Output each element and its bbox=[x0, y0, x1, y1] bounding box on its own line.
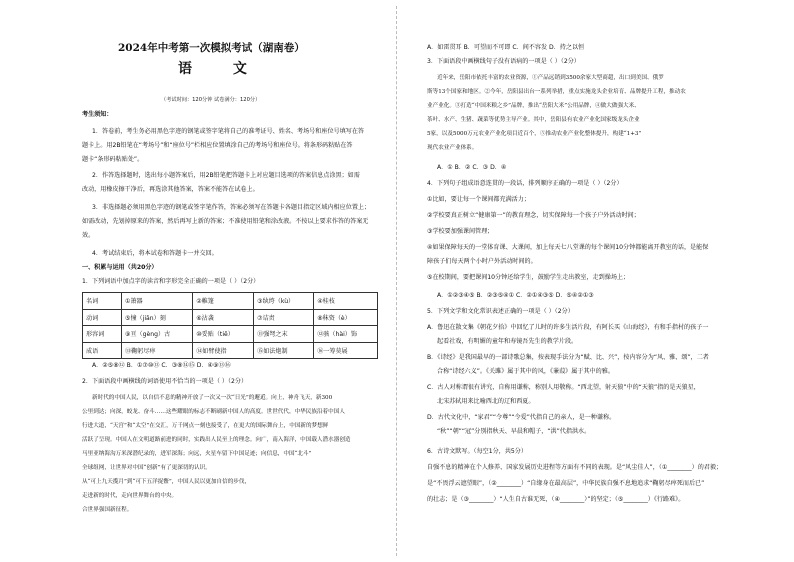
passage-line: 茶叶、水产、生猪、蔬菜等优势主导产业。其中，岳阳县有农业产业化国家级龙头企业 bbox=[427, 117, 640, 123]
passage-line: 全球组网，让世界对中国“创新”有了更深切的认识。 bbox=[82, 465, 211, 471]
q2-stem: 2．下面语段中画横线的词语使用不恰当的一项是（ ）（2分） bbox=[82, 378, 248, 385]
exam-meta: （考试时间：120分钟 试卷满分：120分） bbox=[161, 97, 261, 103]
table-cell: ④桂枝 bbox=[314, 293, 378, 310]
exam-title: 2024年中考第一次模拟考试（湖南卷） bbox=[118, 42, 305, 54]
q4-item: ①比如，要让每一个课间都充满活力； bbox=[427, 196, 530, 203]
passage-line: 5家，以及5000万元农业产业化项目近百个，⑤推动农业产业化整体提升，构建“1+3” bbox=[427, 131, 642, 137]
passage-line: 从“可上九天揽月”到“可下五洋捉鳖”，中国人民以更加自信的步伐， bbox=[82, 479, 251, 485]
notice-line: 2．作答选择题时，选出每小题答案后，用2B铅笔把答题卡上对应题目选项的答案信息点涂黑；如需 bbox=[92, 172, 360, 179]
table-cell: 成语 bbox=[83, 342, 122, 359]
q5-item: “秋”“朝”“冠”分别指秋天、早晨和帽子，“洪”代指洪水。 bbox=[437, 428, 591, 435]
table-cell: ⑥沾袭 bbox=[193, 309, 254, 326]
q4-item: ②学校要真正树立“健康第一”的教育理念，切实保障每一个孩子户外活动时间； bbox=[427, 212, 640, 219]
q5-item: 合称“诗经六义”。《关雎》属于其中的风，《蒹葭》属于其中的雅。 bbox=[437, 368, 614, 375]
notice-line: 3．非选择题必须用黑色字迹的钢笔或签字笔作答，答案必须写在答题卡各题目指定区域内相应位置上； bbox=[92, 204, 371, 211]
q6-line: 的壮志；是（③________）“人生自古谁无死，（④________）”的坚定；（⑤________）《行路难》。 bbox=[427, 496, 685, 503]
notice-line: 题卡上。用2B铅笔在“考场号”和“座位号”栏相应位置填涂自己的考场号和座位号。将条形码粘贴在答 bbox=[82, 142, 353, 149]
passage-line: 斯等13个国家和地区。②今年，岳阳县出台一系列举措，重点实施龙头企业培育、品牌提升工程，推动农 bbox=[427, 89, 686, 95]
q1-stem: 1．下列词语中加点字的读音和字形完全正确的一项是（ ）（2分） bbox=[82, 278, 260, 285]
table-cell: 名词 bbox=[83, 293, 122, 310]
q4-options: A．①②③④⑤ B．②③⑤④① C．②①④③⑤ D．⑤④②①③ bbox=[437, 292, 594, 299]
table-row bbox=[83, 309, 378, 326]
table-cell: ⑪强弩之末 bbox=[254, 326, 314, 343]
q6-line: 自强不息的精神在个人修养、国家发展历史进程等方面有不同的表现。是“风尘佳人”，（①________）的君毅； bbox=[427, 464, 723, 471]
table-cell: ⑮如法炮制 bbox=[254, 342, 314, 359]
q3-options: A．① B．② C．③ D．④ bbox=[437, 164, 507, 171]
table-row bbox=[83, 326, 378, 343]
passage-line: 新时代的中国人民，以自信不息的精神开放了一次又一次“日光”的邂逅。向上，神舟飞天，新300 bbox=[92, 395, 333, 401]
right-column bbox=[397, 0, 794, 562]
table-row bbox=[83, 293, 378, 310]
vocab-table bbox=[82, 292, 378, 359]
table-cell: 动词 bbox=[83, 309, 122, 326]
table-cell: ②帷篷 bbox=[193, 293, 254, 310]
q6-stem: 6．古诗文默写。（每空1分，共5分） bbox=[427, 448, 527, 455]
q4-item: 障孩子们每天两个小时户外活动时间的。 bbox=[427, 258, 537, 265]
q5-stem: 5．下列文学和文化常识表述正确的一项是（ ）（2分） bbox=[427, 308, 574, 315]
q5-item: A．鲁迅在散文集《朝花夕拾》中回忆了儿时的许多生活片段，有阿长买《山海经》，有和手指村的孩子一 bbox=[427, 324, 709, 331]
passage-line: 马里亚纳海沟万米深潜纪录的，进军深海；向远，火星车留下中国足迹；向信息，中国“北斗” bbox=[82, 451, 312, 457]
passage-line: 走进新的时代，走向世界舞台的中央。 bbox=[82, 493, 178, 499]
table-row bbox=[83, 342, 378, 359]
q5-item: C．古人对称谓很有讲究，自称用谦称，称别人用敬称。“西北望，射天狼”中的“天狼”指的是天狼星， bbox=[427, 384, 700, 391]
q1-options: A．②⑤⑧⑫ B．①⑦⑩⑬ C．③⑧⑭⑮ D．④⑨⑬⑯ bbox=[92, 362, 231, 369]
passage-line: 合世界强国新征程。 bbox=[82, 507, 133, 513]
notice-line: 如需改动，先划掉原来的答案，然后再写上新的答案；不准使用铅笔和涂改液。不按以上要求作答的答案无 bbox=[82, 218, 369, 225]
table-cell: 形容词 bbox=[83, 326, 122, 343]
q4-item: ⑤在校期间，要把课间10分钟还给学生，鼓励学生走出教室，走到操场上； bbox=[427, 274, 630, 281]
passage-line: 业产业化。③打造“中国米粮之乡”品牌，推出“岳阳大米”公用品牌，④做大做强大米、 bbox=[427, 103, 640, 109]
table-cell: ⑬鞠躬尽瘁 bbox=[122, 342, 193, 359]
q5-item: 起看社戏，有明媚的童年和寿镜吾先生的教学片段。 bbox=[437, 338, 578, 345]
notice-line: 效。 bbox=[82, 232, 95, 239]
passage-line: 行进大道，“天宫”和“太空”在交汇，万千网点一刻也接受了，在更大的国际舞台上，中国新的梦想鲜 bbox=[82, 423, 329, 429]
table-cell: ⑨亘（gèng）古 bbox=[122, 326, 193, 343]
q4-item: ④如果保障每天的一堂体育课、大课间，加上每天七八堂课的每个课间10分钟都能离开教室的话，是能保 bbox=[427, 244, 709, 251]
table-cell: ⑦诘责 bbox=[254, 309, 314, 326]
notice-line: 1．答卷前，考生务必用黑色字迹的钢笔或签字笔将自己的准考证号、姓名、考场号和座位号填写在答 bbox=[92, 128, 365, 135]
passage-line: 公里到达；向深，蛟龙、奋斗……这些耀眼的标志不断刷新中国人的高度。世世代代，中华民族沿着中国人 bbox=[82, 409, 345, 415]
q5-item: B．《诗经》是我国最早的一部诗歌总集，按表现手法分为“赋、比、兴”，按内容分为“风、雅、颂”，二者 bbox=[427, 354, 709, 361]
table-cell: ③纨绔（kù） bbox=[254, 293, 314, 310]
table-cell: ⑫骇（hài）饰 bbox=[314, 326, 378, 343]
passage-line: 现代农业产业体系。 bbox=[427, 145, 478, 151]
notice-line: 4．考试结束后，将本试卷和答题卡一并交回。 bbox=[92, 250, 218, 257]
table-cell: ⑧秣资（è） bbox=[314, 309, 378, 326]
q4-item: ③学校要加强课间管理； bbox=[427, 228, 494, 235]
notice-line: 改动，用橡皮擦干净后，再选涂其他答案，答案不能答在试卷上。 bbox=[82, 186, 259, 193]
notice-heading: 考生须知： bbox=[82, 111, 113, 118]
table-cell: ①箫器 bbox=[122, 293, 193, 310]
table-cell: ⑭如臂使指 bbox=[193, 342, 254, 359]
table-cell: ⑩妥贴（tiē） bbox=[193, 326, 254, 343]
passage-line: 近年来，岳阳市依托丰富的农业资源，①产品远销到3500余家大型商超，出口到美国、俄罗 bbox=[437, 75, 664, 81]
notice-line: 题卡“条形码粘贴处”。 bbox=[82, 156, 144, 163]
table-cell: ⑤憧（jiān）刻 bbox=[122, 309, 193, 326]
q6-line: 是“不畏浮云遮望眼”，（②________）“自缘身在最高层”，中华民族自强不息地追求“鞠躬尽瘁死而后已” bbox=[427, 480, 705, 487]
q5-item: D．古代文化中，“家君”“令尊”“令爱”代指自己的亲人，是一种谦称。 bbox=[427, 414, 616, 421]
q4-stem: 4．下列句子组成语意连贯的一段话，排列顺序正确的一项是（ ）（2分） bbox=[427, 180, 623, 187]
q5-item: 北宋苏轼用来比喻西北的辽和西夏。 bbox=[437, 398, 535, 405]
passage-line: 活跃了呈现。中国人在文明道路前进的同时，实践出人民至上的理念。向广，南入海洋，中国载人潜水器创造 bbox=[82, 437, 351, 443]
table-cell: ⑯一筹莫展 bbox=[314, 342, 378, 359]
section-heading: 一、积累与运用（共20分） bbox=[82, 264, 158, 271]
subject-title: 语 文 bbox=[178, 61, 265, 77]
q2-options: A．如雷贯耳 B．可望而不可即 C．间不容发 D．持之以恒 bbox=[427, 44, 585, 51]
q3-stem: 3．下面语段中画横线句子没有语病的一项是（ ）（2分） bbox=[427, 58, 580, 65]
